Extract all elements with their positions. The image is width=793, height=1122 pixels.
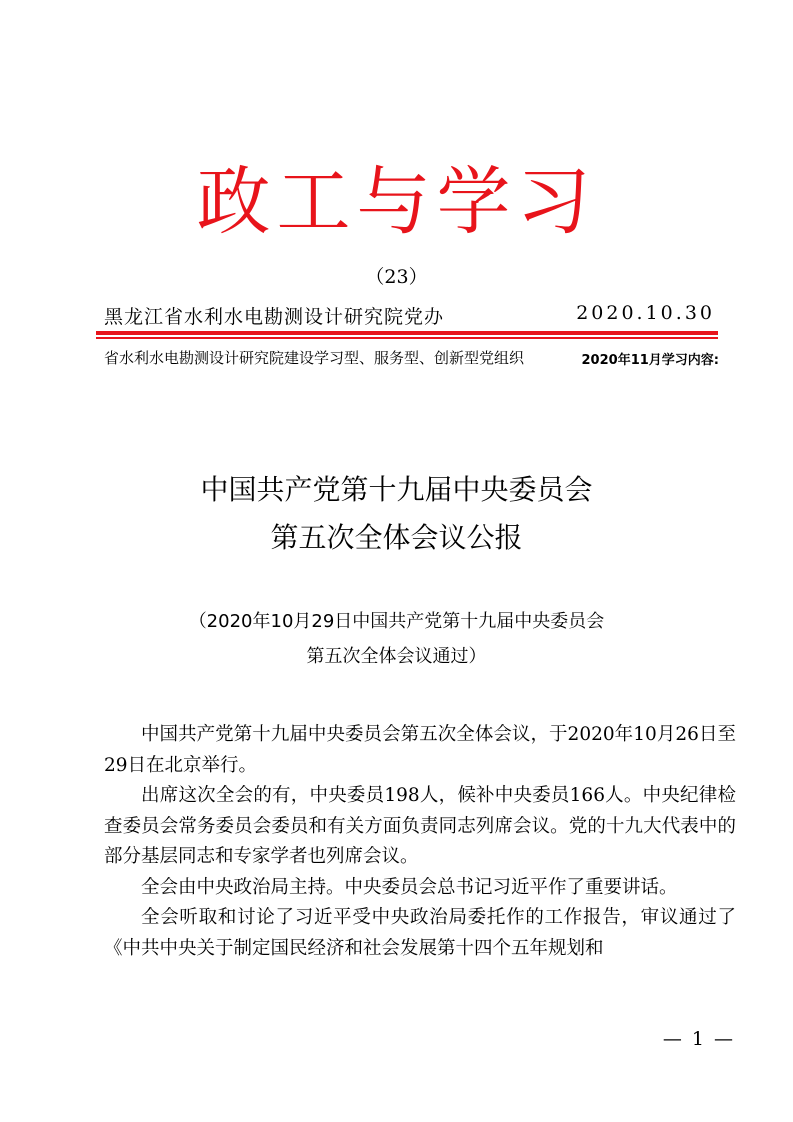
paragraph: 中国共产党第十九届中央委员会第五次全体会议，于2020年10月26日至29日在北京举行。 <box>104 724 736 776</box>
paragraph: 出席这次全会的有，中央委员198人，候补中央委员166人。中央纪律检查委员会常务委员会委员和有关方面负责同志列席会议。党的十九大代表中的部分基层同志和专家学者也列席会议。 <box>104 785 736 867</box>
issue-date: 2020.10.30 <box>576 302 715 324</box>
body-text <box>104 720 736 964</box>
page-number: — 1 — <box>662 1028 735 1050</box>
paragraph: 全会听取和讨论了习近平受中央政治局委托作的工作报告，审议通过了《中共中央关于制定国民经济和社会发展第十四个五年规划和 <box>104 907 736 959</box>
sub-organization: 省水利水电勘测设计研究院建设学习型、服务型、创新型党组织 <box>104 349 525 367</box>
issue-number: （23） <box>365 266 428 288</box>
red-divider-thin <box>96 337 718 339</box>
document-title-line2: 第五次全体会议公报 <box>270 521 523 554</box>
study-month: 2020年11月学习内容: <box>581 353 719 368</box>
paragraph: 全会由中央政治局主持。中央委员会总书记习近平作了重要讲话。 <box>141 876 678 898</box>
red-divider-thick <box>96 331 718 335</box>
issuing-organization: 黑龙江省水利水电勘测设计研究院党办 <box>104 306 445 328</box>
masthead-title: 政工与学习 <box>196 159 597 245</box>
document-subtitle-line1: （2020年10月29日中国共产党第十九届中央委员会 <box>188 611 605 632</box>
document-subtitle-line2: 第五次全体会议通过） <box>306 646 487 667</box>
document-title-line1: 中国共产党第十九届中央委员会 <box>200 473 593 506</box>
